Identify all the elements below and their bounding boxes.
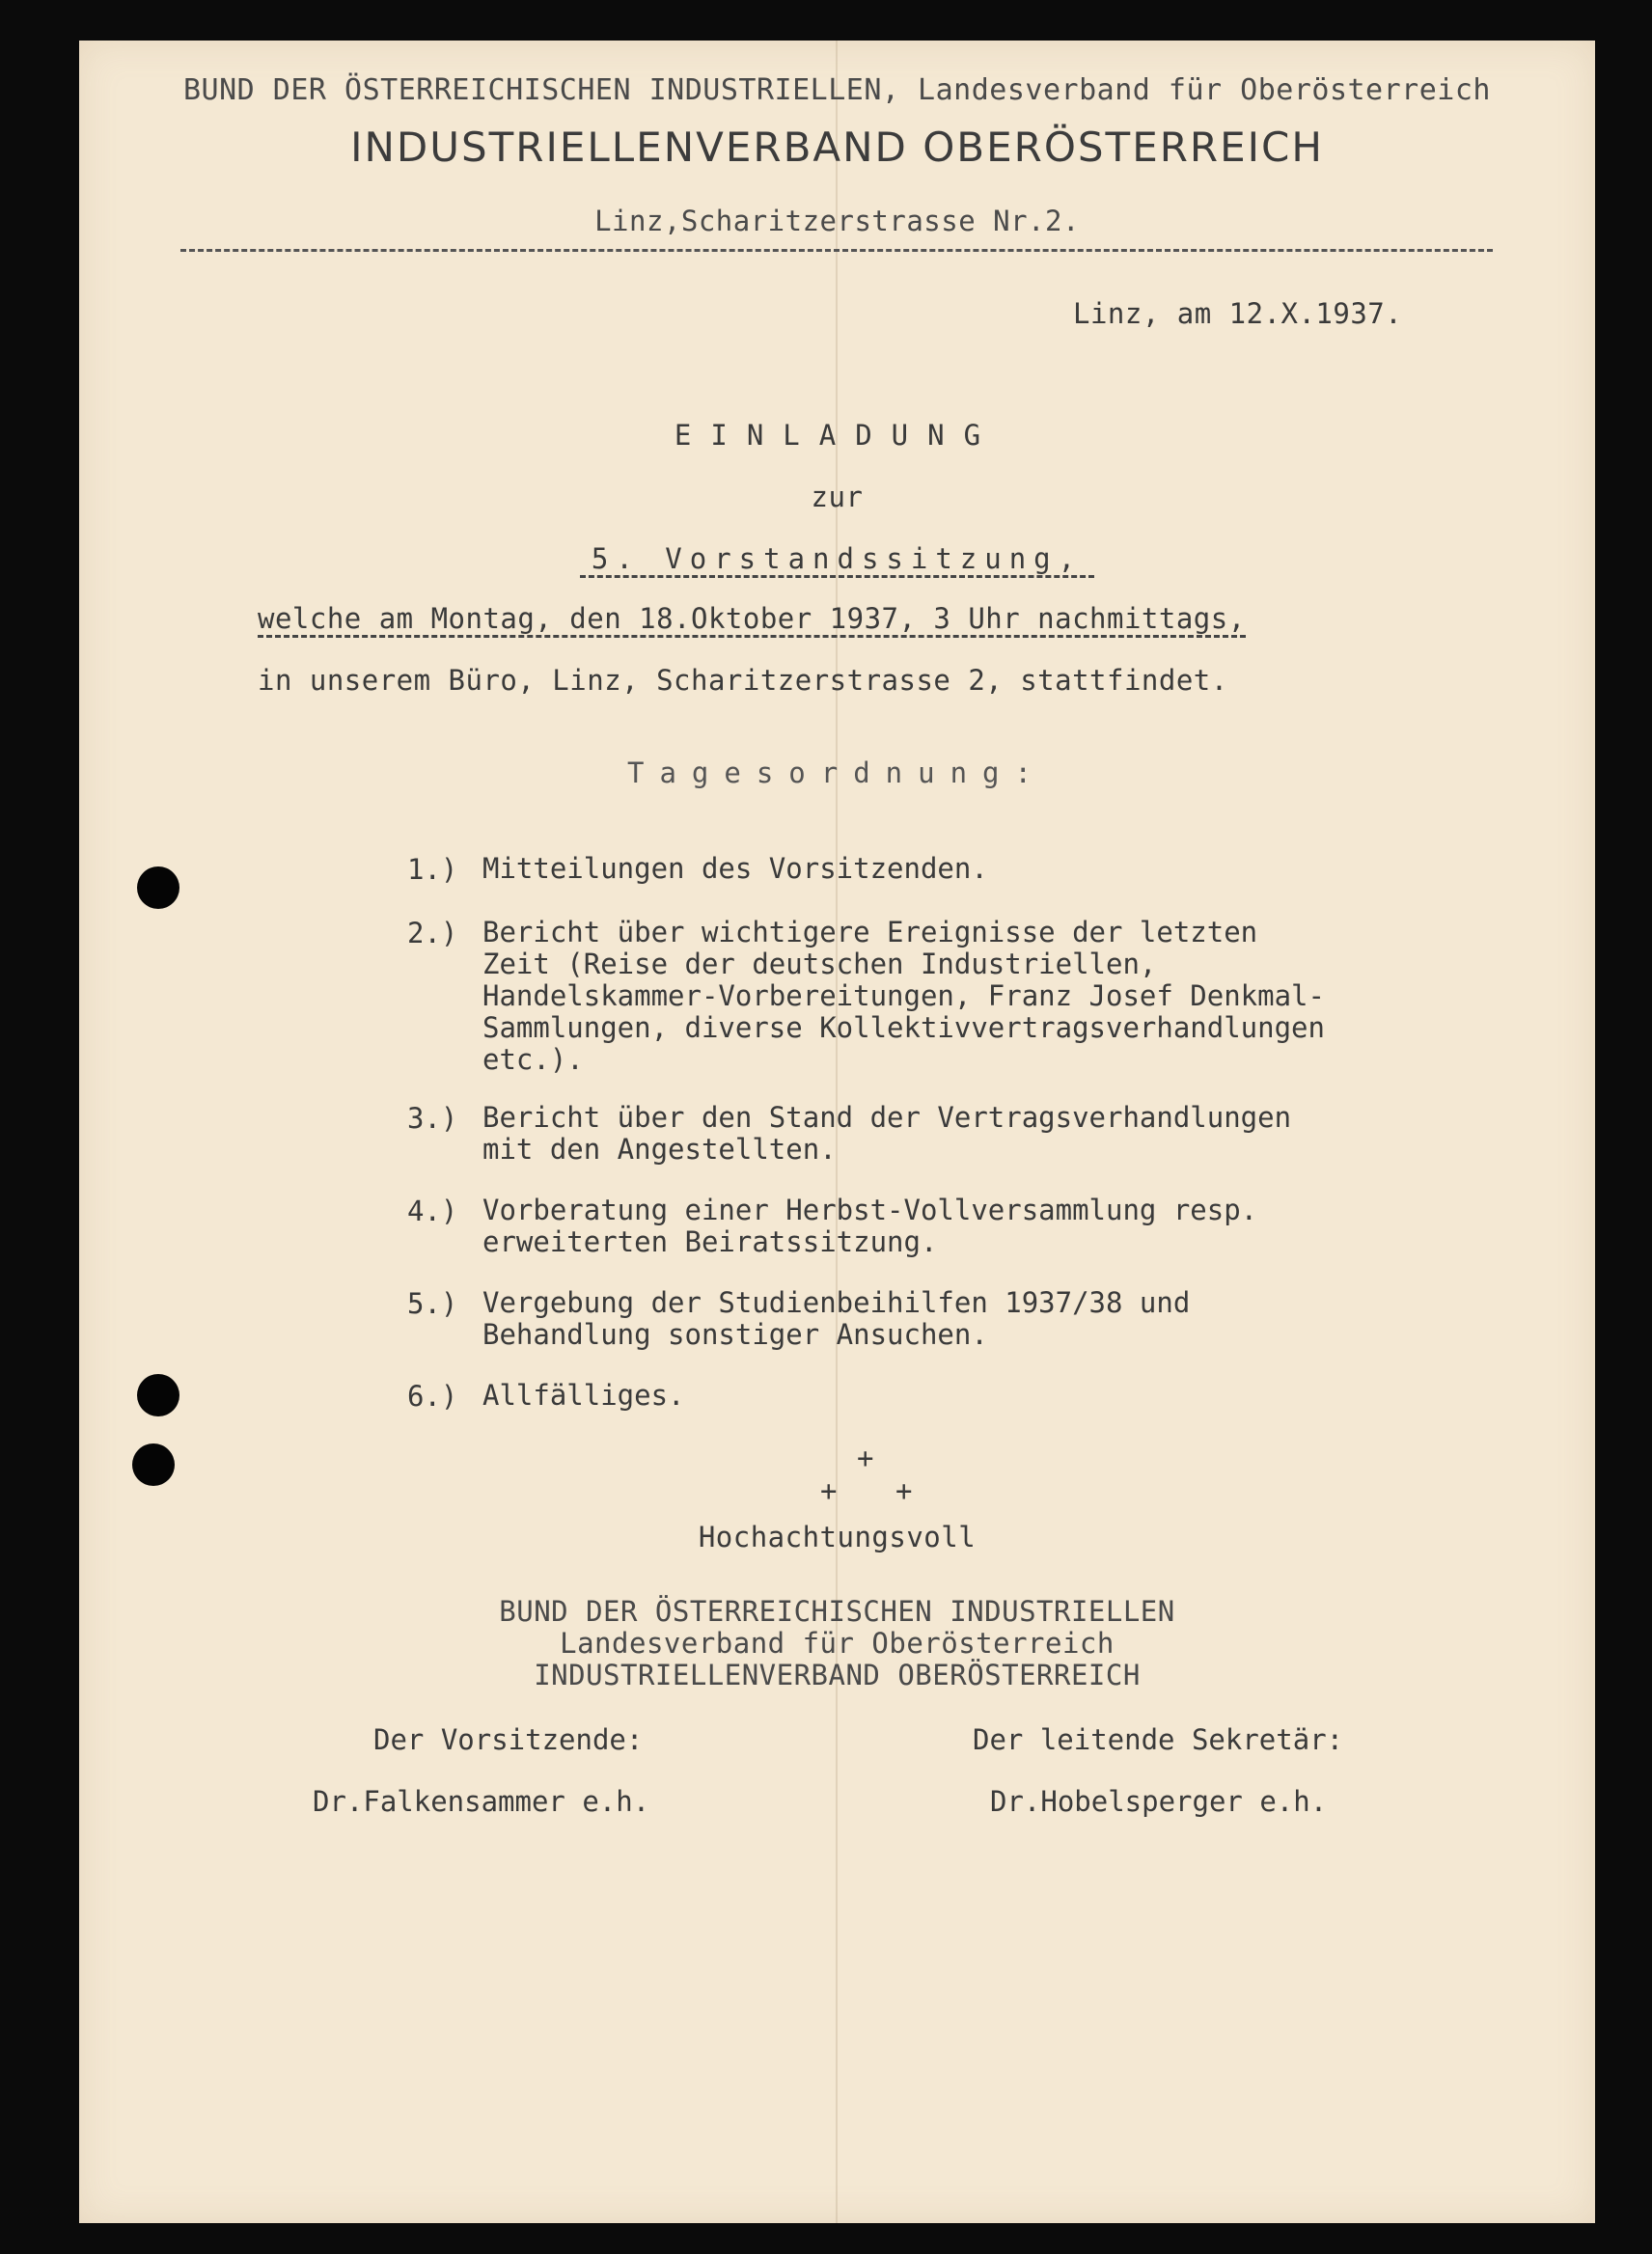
agenda-item-number: 3.) xyxy=(407,1102,458,1135)
agenda-item-text: Bericht über den Stand der Vertragsverhandlungen mit den Angestellten. xyxy=(482,1101,1292,1166)
letterhead-line-2: INDUSTRIELLENVERBAND OBERÖSTERREICH xyxy=(350,124,1324,171)
agenda-item-number: 2.) xyxy=(407,917,458,949)
letter-title: EINLADUNG xyxy=(674,419,1001,452)
meeting-name-text: 5. Vorstandssitzung, xyxy=(580,542,1094,578)
letter-date: Linz, am 12.X.1937. xyxy=(1073,297,1403,330)
agenda-item-number: 4.) xyxy=(407,1195,458,1227)
ornament-cross: + xyxy=(895,1474,913,1507)
letterhead-address: Linz,Scharitzerstrasse Nr.2. xyxy=(594,205,1080,237)
meeting-time xyxy=(258,602,1246,635)
meeting-time-text: welche am Montag, den 18.Oktober 1937, 3 Uhr nachmittags, xyxy=(258,602,1246,638)
title-connector: zur xyxy=(811,481,864,513)
agenda-item-number: 5.) xyxy=(407,1287,458,1320)
agenda-item-text: Vorberatung einer Herbst-Vollversammlung resp. erweiterten Beiratssitzung. xyxy=(482,1194,1258,1258)
agenda-item-text: Vergebung der Studienbeihilfen 1937/38 und Behandlung sonstiger Ansuchen. xyxy=(482,1286,1191,1351)
secretary-role: Der leitende Sekretär: xyxy=(973,1723,1344,1756)
chairman-name: Dr.Falkensammer e.h. xyxy=(313,1785,650,1818)
punch-hole xyxy=(137,866,179,909)
ornament-cross: + xyxy=(857,1442,874,1474)
ornament-cross: + xyxy=(820,1474,838,1507)
punch-hole xyxy=(132,1443,175,1486)
secretary-name: Dr.Hobelsperger e.h. xyxy=(990,1785,1328,1818)
organization-line-1: BUND DER ÖSTERREICHISCHEN INDUSTRIELLEN xyxy=(499,1595,1175,1628)
agenda-item-number: 1.) xyxy=(407,853,458,886)
organization-line-2: Landesverband für Oberösterreich xyxy=(560,1627,1115,1660)
agenda-item-number: 6.) xyxy=(407,1380,458,1413)
letterhead-separator xyxy=(180,249,1493,252)
document-page xyxy=(79,41,1595,2223)
agenda-item-text: Bericht über wichtigere Ereignisse der letzten Zeit (Reise der deutschen Industriellen, Handelskammer-Vorbereitungen, Franz Josef Denkmal- Sammlungen, diverse Kollektivvertragsverhandlungen etc.). xyxy=(482,916,1325,1076)
agenda-item-text: Allfälliges. xyxy=(482,1379,685,1412)
closing-salutation: Hochachtungsvoll xyxy=(698,1521,977,1553)
agenda-item-text: Mitteilungen des Vorsitzenden. xyxy=(482,852,988,885)
agenda-title: Tagesordnung: xyxy=(627,756,1047,789)
letterhead-line-1: BUND DER ÖSTERREICHISCHEN INDUSTRIELLEN, Landesverband für Oberösterreich xyxy=(183,73,1491,107)
chairman-role: Der Vorsitzende: xyxy=(373,1723,644,1756)
punch-hole xyxy=(137,1374,179,1416)
meeting-name xyxy=(79,542,1595,575)
organization-line-3: INDUSTRIELLENVERBAND OBERÖSTERREICH xyxy=(534,1659,1141,1691)
meeting-location: in unserem Büro, Linz, Scharitzerstrasse 2, stattfindet. xyxy=(258,664,1228,697)
